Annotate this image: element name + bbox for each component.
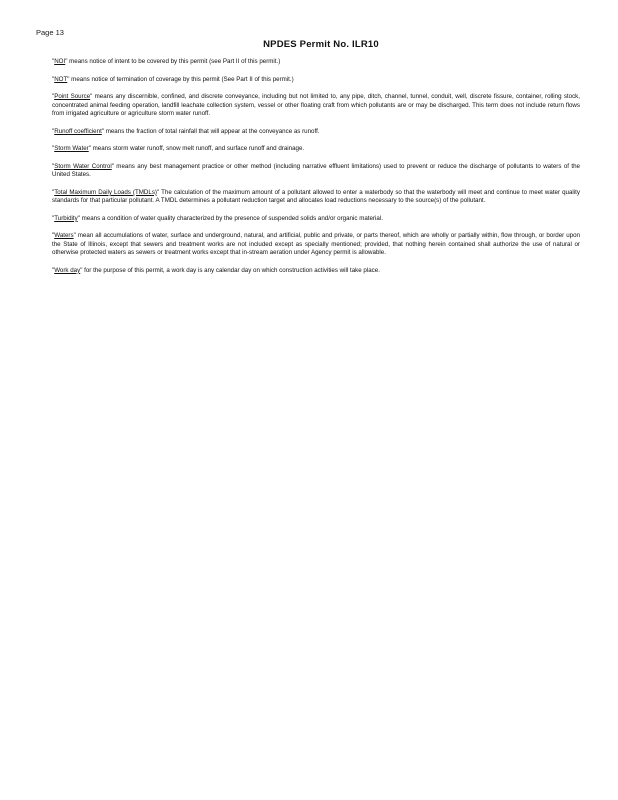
definition-text: " means any discernible, confined, and discrete conveyance, including but not limited to, any pipe, ditch, channel, tunnel, conduit, well, discrete fissure, container, rolling stock, concentrated animal feeding operation, landfill leachate collection system, vessel or other floating craft from which pollutants are or may be discharged. This term does not include return flows from irrigated agriculture or agriculture storm water runoff. <box>52 93 580 117</box>
definition-text: " means a condition of water quality characterized by the presence of suspended solids and/or organic material. <box>77 214 383 222</box>
definition-storm-water-control: "Storm Water Control" means any best management practice or other method (including narrative effluent limitations) used to prevent or reduce the discharge of pollutants to waters of the United States. <box>52 162 580 179</box>
definition-tmdl: "Total Maximum Daily Loads (TMDLs)" The calculation of the maximum amount of a pollutant allowed to enter a waterbody so that the waterbody will meet and continue to meet water quality standards for that particular pollutant. A TMDL determines a pollutant reduction target and allocates load reductions necessary to the source(s) of the pollutant. <box>52 188 580 205</box>
definition-term: NOI <box>54 58 66 65</box>
definition-noi: "NOI" means notice of intent to be covered by this permit (see Part II of this permit.) <box>52 58 281 65</box>
definition-storm-water: "Storm Water" means storm water runoff, snow melt runoff, and surface runoff and drainage. <box>52 145 305 153</box>
definition-term: Storm Water <box>54 145 89 153</box>
definition-text: " means the fraction of total rainfall that will appear at the conveyance as runoff. <box>101 127 320 135</box>
definition-term: Point Source <box>54 93 91 101</box>
definition-turbidity: "Turbidity" means a condition of water quality characterized by the presence of suspended solids and/or organic material. <box>52 214 383 222</box>
definition-text: " The calculation of the maximum amount of a pollutant allowed to enter a waterbody so that the waterbody will meet and continue to meet water quality standards for that particular pollutant. A TMDL determines a pollutant reduction target and allocates load reductions necessary to the source(s) of the pollutant. <box>52 188 580 205</box>
definition-text: " for the purpose of this permit, a work day is any calendar day on which construction activities will take place. <box>80 266 380 274</box>
definition-point-source: "Point Source" means any discernible, confined, and discrete conveyance, including but not limited to, any pipe, ditch, channel, tunnel, conduit, well, discrete fissure, container, rolling stock, concentrated animal feeding operation, landfill leachate collection system, vessel or other floating craft from which pollutants are or may be discharged. This term does not include return flows from irrigated agriculture or agriculture storm water runoff. <box>52 93 580 117</box>
definition-term: Runoff coefficient <box>54 127 102 135</box>
definition-text: " mean all accumulations of water, surface and underground, natural, and artificial, public and private, or parts thereof, which are wholly or partially within, flow through, or border upon the State of Illinois, except that sewers and treatment works are not included except as specially mentioned; provided, that nothing herein contained shall authorize the use of natural or otherwise protected waters as sewers or treatment works except that in-stream aeration under Agency permit is allowable. <box>52 232 580 257</box>
definition-term: Storm Water Control <box>54 162 112 170</box>
definition-text: " means storm water runoff, snow melt runoff, and surface runoff and drainage. <box>88 145 305 153</box>
definition-text: " means notice of termination of coverage by this permit (See Part II of this permit.) <box>67 75 294 83</box>
page-number: Page 13 <box>36 28 64 37</box>
definition-not: "NOT" means notice of termination of coverage by this permit (See Part II of this permit.) <box>52 75 294 83</box>
definitions-list <box>52 58 580 284</box>
definition-term: Waters <box>54 232 74 240</box>
definition-term: Turbidity <box>54 214 78 222</box>
definition-work-day: "Work day" for the purpose of this permit, a work day is any calendar day on which construction activities will take place. <box>52 266 380 274</box>
definition-term: Work day <box>54 266 81 274</box>
definition-term: Total Maximum Daily Loads (TMDLs) <box>54 188 157 196</box>
definition-text: " means notice of intent to be covered by this permit (see Part II of this permit.) <box>65 58 281 65</box>
definition-waters: "Waters" mean all accumulations of water, surface and underground, natural, and artificial, public and private, or parts thereof, which are wholly or partially within, flow through, or border upon the State of Illinois, except that sewers and treatment works are not included except as specially mentioned; provided, that nothing herein contained shall authorize the use of natural or otherwise protected waters as sewers or treatment works except that in-stream aeration under Agency permit is allowable. <box>52 232 580 257</box>
definition-text: " means any best management practice or other method (including narrative effluent limitations) used to prevent or reduce the discharge of pollutants to waters of the United States. <box>52 162 580 179</box>
definition-term: NOT <box>54 75 68 83</box>
definition-runoff-coefficient: "Runoff coefficient" means the fraction of total rainfall that will appear at the conveyance as runoff. <box>52 127 320 135</box>
permit-title: NPDES Permit No. ILR10 <box>263 39 379 50</box>
